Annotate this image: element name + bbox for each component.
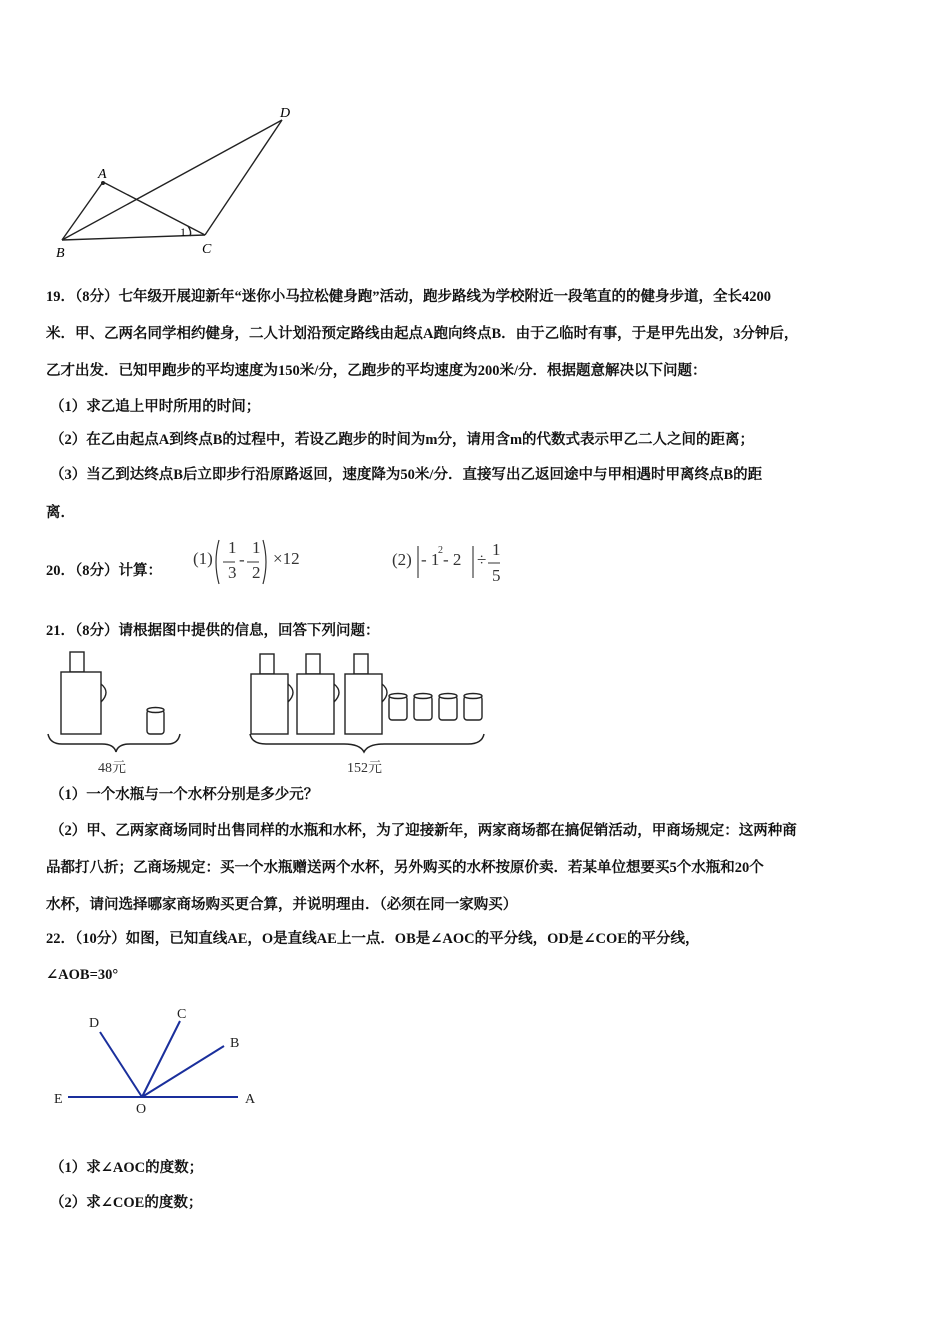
q21-part-2-cont-2: 水杯，请问选择哪家商场购买更合算，并说明理由．（必须在同一家购买）	[46, 897, 518, 913]
expr2-num: 1	[492, 540, 501, 559]
geometry-figure-abcd	[40, 100, 310, 265]
cup-icon-4	[439, 694, 457, 721]
q21-part-1: （1）一个水瓶与一个水杯分别是多少元？	[50, 787, 319, 803]
expr1-den-2: 2	[252, 563, 261, 582]
expr1-tag: (1)	[193, 549, 213, 568]
cup-icon-3	[414, 694, 432, 721]
point-label-e: E	[54, 1092, 63, 1107]
q22-heading: 22．（10分）如图，已知直线AE，O是直线AE上一点．OB是∠AOC的平分线，OD是∠COE的平分线，	[46, 931, 700, 947]
label-c: C	[202, 242, 212, 257]
q22-part-2: （2）求∠COE的度数；	[50, 1195, 203, 1211]
ray-label-c: C	[177, 1007, 187, 1022]
bottle-icon-2	[251, 654, 293, 734]
q20-expression-2	[392, 540, 522, 590]
brace-2	[250, 734, 484, 752]
expr1-den-1: 3	[228, 563, 237, 582]
expr1-num-1: 1	[228, 538, 237, 557]
q20-expression-1	[193, 537, 323, 587]
q19-line-2: 米．甲、乙两名同学相约健身，二人计划沿预定路线由起点A跑向终点B．由于乙临时有事，于是甲先出发，3分钟后，	[46, 326, 799, 342]
expr2-minus-two: - 2	[443, 550, 462, 569]
cup-icon-1	[147, 708, 164, 735]
bottle-cup-figure	[44, 648, 494, 776]
price-label-1: 48元	[98, 761, 126, 776]
point-label-a: A	[245, 1092, 256, 1107]
cup-icon-2	[389, 694, 407, 721]
q19-part-2: （2）在乙由起点A到终点B的过程中，若设乙跑步的时间为m分，请用含m的代数式表示甲乙二人之间的距离；	[50, 432, 755, 448]
angle-1-label: 1	[180, 225, 186, 239]
expr2-exponent: 2	[438, 545, 443, 556]
brace-1	[48, 734, 180, 752]
expr2-tag: (2)	[392, 550, 412, 569]
ray-label-d: D	[89, 1016, 100, 1031]
q19-part-1: （1）求乙追上甲时所用的时间；	[50, 399, 261, 415]
q19-line-1: 19．（8分）七年级开展迎新年“迷你小马拉松健身跑”活动，跑步路线为学校附近一段笔直的的健身步道，全长4200	[46, 289, 771, 305]
expr1-minus: -	[239, 550, 245, 569]
expr1-num-2: 1	[252, 538, 261, 557]
expr1-times-12: ×12	[273, 549, 300, 568]
q19-part-3: （3）当乙到达终点B后立即步行沿原路返回，速度降为50米/分．直接写出乙返回途中与甲相遇时甲离终点B的距	[50, 467, 763, 483]
expr2-den: 5	[492, 566, 501, 585]
expr2-divide: ÷	[477, 550, 487, 569]
q19-line-3: 乙才出发．已知甲跑步的平均速度为150米/分，乙跑步的平均速度为200米/分．根据题意解决以下问题：	[46, 363, 707, 379]
expr2-neg-one: - 1	[421, 550, 440, 569]
bottle-icon-4	[345, 654, 387, 734]
cup-icon-5	[464, 694, 482, 721]
q20-heading: 20．（8分）计算：	[46, 563, 162, 579]
label-d: D	[280, 106, 291, 121]
label-b: B	[56, 246, 65, 261]
q19-part-3-cont: 离．	[46, 505, 75, 521]
q22-part-1: （1）求∠AOC的度数；	[50, 1160, 204, 1176]
angle-figure-aoe	[46, 1000, 276, 1125]
q21-heading: 21．（8分）请根据图中提供的信息，回答下列问题：	[46, 623, 380, 639]
bottle-icon-3	[297, 654, 339, 734]
ray-label-b: B	[230, 1036, 240, 1051]
price-label-2: 152元	[347, 761, 382, 776]
q21-part-2: （2）甲、乙两家商场同时出售同样的水瓶和水杯，为了迎接新年，两家商场都在搞促销活动，甲商场规定：这两种商	[50, 823, 797, 839]
bottle-icon-1	[61, 652, 106, 734]
q22-given: ∠AOB=30°	[46, 967, 119, 983]
point-label-o: O	[136, 1102, 147, 1117]
label-a: A	[98, 167, 107, 182]
q21-part-2-cont-1: 品都打八折；乙商场规定：买一个水瓶赠送两个水杯，另外购买的水杯按原价卖．若某单位想要买5个水瓶和20个	[46, 860, 764, 876]
